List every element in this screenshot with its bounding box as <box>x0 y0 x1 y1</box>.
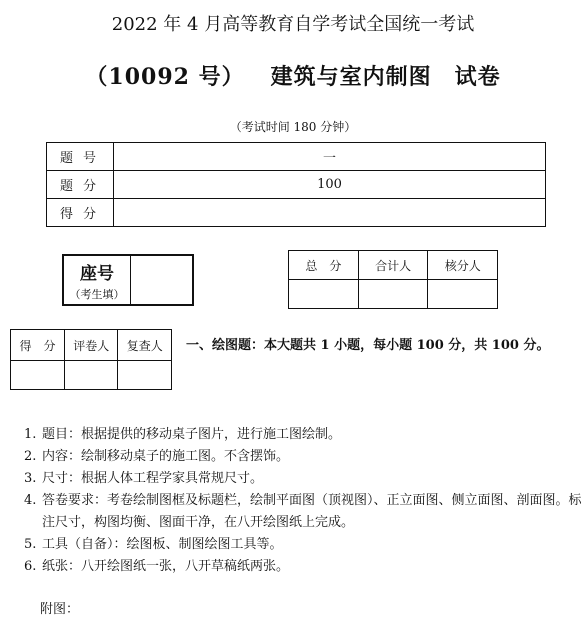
item-number: 4. <box>24 493 37 508</box>
list-item <box>24 534 584 556</box>
requirements-list <box>24 424 584 578</box>
paper-name: 建筑与室内制图 试卷 <box>270 64 501 90</box>
item-text: 答卷要求：考卷绘制图框及标题栏，绘制平面图（顶视图）、正立面图、侧立面图、剖面图。标注尺寸，构图均衡、图面干净，在八开绘图纸上完成。 <box>42 493 582 530</box>
header-score: 得 分 <box>11 330 65 361</box>
list-item <box>24 556 584 578</box>
grader-table <box>10 329 172 390</box>
item-text: 工具（自备）：绘图板、制图绘图工具等。 <box>42 537 283 552</box>
list-item <box>24 468 584 490</box>
list-item <box>24 424 584 446</box>
item-text: 内容：绘制移动桌子的施工图。不含摆饰。 <box>42 449 290 464</box>
exam-title: 2022 年 4 月高等教育自学考试全国统一考试 <box>111 14 475 35</box>
seat-number-label: 座号 <box>80 264 114 284</box>
total-score-cell[interactable] <box>289 280 359 309</box>
item-text: 尺寸：根据人体工程学家具常规尺寸。 <box>42 471 264 486</box>
item-number: 6. <box>24 559 37 574</box>
score-row-question-number <box>47 143 546 171</box>
score-row-value[interactable] <box>114 199 546 227</box>
appendix-label: 附图： <box>40 602 80 617</box>
grader-cell[interactable] <box>64 361 118 390</box>
item-text: 题目：根据提供的移动桌子图片，进行施工图绘制。 <box>42 427 342 442</box>
header-grader: 评卷人 <box>64 330 118 361</box>
score-row-label: 题分 <box>47 171 114 199</box>
section-heading: 一、绘图题：本大题共 1 小题，每小题 100 分，共 100 分。 <box>186 338 550 353</box>
item-number: 5. <box>24 537 37 552</box>
grader-header-row <box>11 330 172 361</box>
seat-number-box <box>62 254 194 306</box>
score-row-label: 题号 <box>47 143 114 171</box>
list-item <box>24 446 584 468</box>
totaler-cell[interactable] <box>358 280 428 309</box>
list-item <box>24 490 584 534</box>
review-header-row <box>289 251 498 280</box>
score-row-score <box>47 199 546 227</box>
item-number: 1. <box>24 427 37 442</box>
score-cell[interactable] <box>11 361 65 390</box>
score-table <box>46 142 546 227</box>
item-number: 3. <box>24 471 37 486</box>
score-row-points <box>47 171 546 199</box>
score-row-value: 100 <box>114 171 546 199</box>
seat-number-note: （考生填） <box>69 288 125 301</box>
header-totaler: 合计人 <box>358 251 428 280</box>
grader-entry-row <box>11 361 172 390</box>
item-number: 2. <box>24 449 37 464</box>
seat-number-field[interactable] <box>132 256 192 304</box>
paper-title <box>0 60 586 91</box>
score-row-value: 一 <box>114 143 546 171</box>
verifier-cell[interactable] <box>428 280 498 309</box>
header-rechecker: 复查人 <box>118 330 172 361</box>
score-row-label: 得分 <box>47 199 114 227</box>
rechecker-cell[interactable] <box>118 361 172 390</box>
seat-number-label-cell <box>64 256 131 304</box>
review-entry-row <box>289 280 498 309</box>
item-text: 纸张：八开绘图纸一张，八开草稿纸两张。 <box>42 559 290 574</box>
exam-duration: （考试时间 180 分钟） <box>229 120 357 134</box>
paper-code: （10092 号） <box>85 64 245 90</box>
header-total-score: 总 分 <box>289 251 359 280</box>
header-verifier: 核分人 <box>428 251 498 280</box>
review-table <box>288 250 498 309</box>
